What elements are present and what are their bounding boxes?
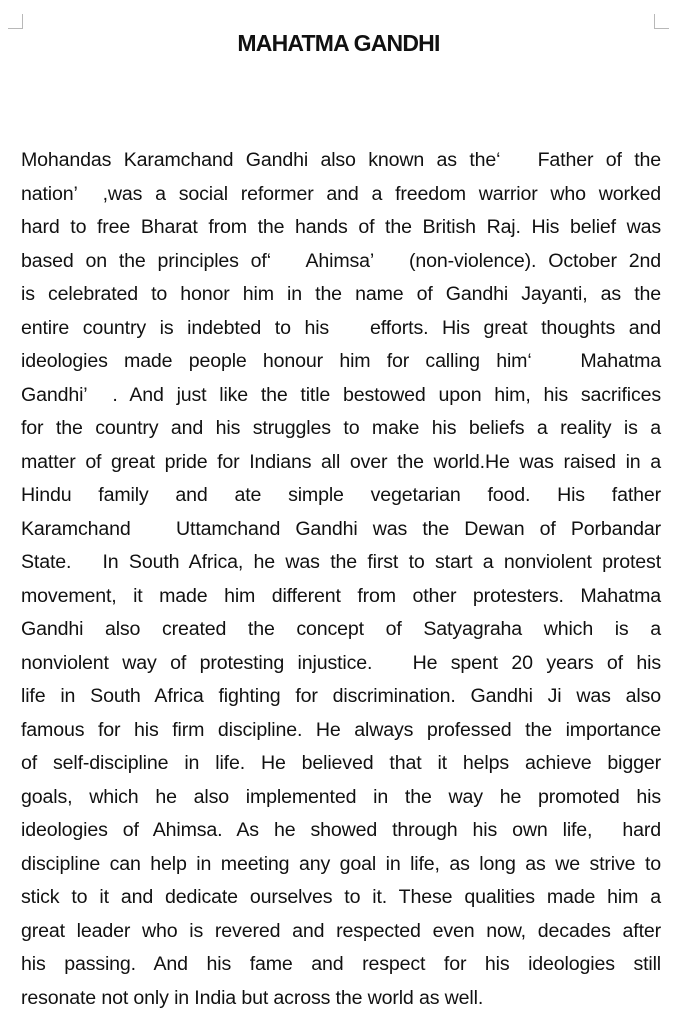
body-line: nonviolent way of protesting injustice. He spent 20 years of his — [21, 651, 661, 674]
body-line: of self-discipline in life. He believed that it helps achieve bigger — [21, 752, 661, 774]
body-line: Gandhi also created the concept of Satyagraha which is a — [21, 618, 661, 640]
body-line: goals, which he also implemented in the way he promoted his — [21, 785, 661, 808]
body-line: State. In South Africa, he was the first to start a nonviolent protest — [21, 551, 661, 573]
body-line: life in South Africa fighting for discrimination. Gandhi Ji was also — [21, 685, 661, 707]
body-line: nation’ ,was a social reformer and a freedom warrior who worked — [21, 182, 661, 205]
body-line: great leader who is revered and respected even now, decades after — [21, 919, 661, 942]
page-corner-mark-top-left — [8, 14, 23, 29]
document-body — [21, 148, 661, 1019]
body-line: his passing. And his fame and respect for his ideologies still — [21, 953, 661, 975]
body-line: famous for his firm discipline. He always professed the importance — [21, 718, 661, 741]
body-line: Karamchand Uttamchand Gandhi was the Dewan of Porbandar — [21, 517, 661, 540]
body-line: matter of great pride for Indians all over the world.He was raised in a — [21, 450, 661, 473]
body-line: discipline can help in meeting any goal in life, as long as we strive to — [21, 852, 661, 875]
body-line: Gandhi’ . And just like the title bestowed upon him, his sacrifices — [21, 383, 661, 406]
body-line: based on the principles of‘ Ahimsa’ (non-violence). October 2nd — [21, 249, 661, 272]
document-title: MAHATMA GANDHI — [237, 30, 440, 56]
body-line: resonate not only in India but across the world as well. — [21, 986, 484, 1009]
body-line: is celebrated to honor him in the name of Gandhi Jayanti, as the — [21, 283, 661, 305]
page-corner-mark-top-right — [654, 14, 669, 29]
body-line: ideologies made people honour him for calling him‘ Mahatma — [21, 350, 661, 372]
body-line: Hindu family and ate simple vegetarian food. His father — [21, 484, 661, 506]
body-line: movement, it made him different from other protesters. Mahatma — [21, 584, 661, 607]
body-line: for the country and his struggles to make his beliefs a reality is a — [21, 417, 661, 439]
body-line: Mohandas Karamchand Gandhi also known as the‘ Father of the — [21, 149, 661, 171]
body-line: ideologies of Ahimsa. As he showed through his own life, hard — [21, 819, 661, 841]
body-line: stick to it and dedicate ourselves to it. These qualities made him a — [21, 886, 661, 908]
body-line: hard to free Bharat from the hands of the British Raj. His belief was — [21, 216, 661, 238]
body-line: entire country is indebted to his efforts. His great thoughts and — [21, 316, 661, 339]
